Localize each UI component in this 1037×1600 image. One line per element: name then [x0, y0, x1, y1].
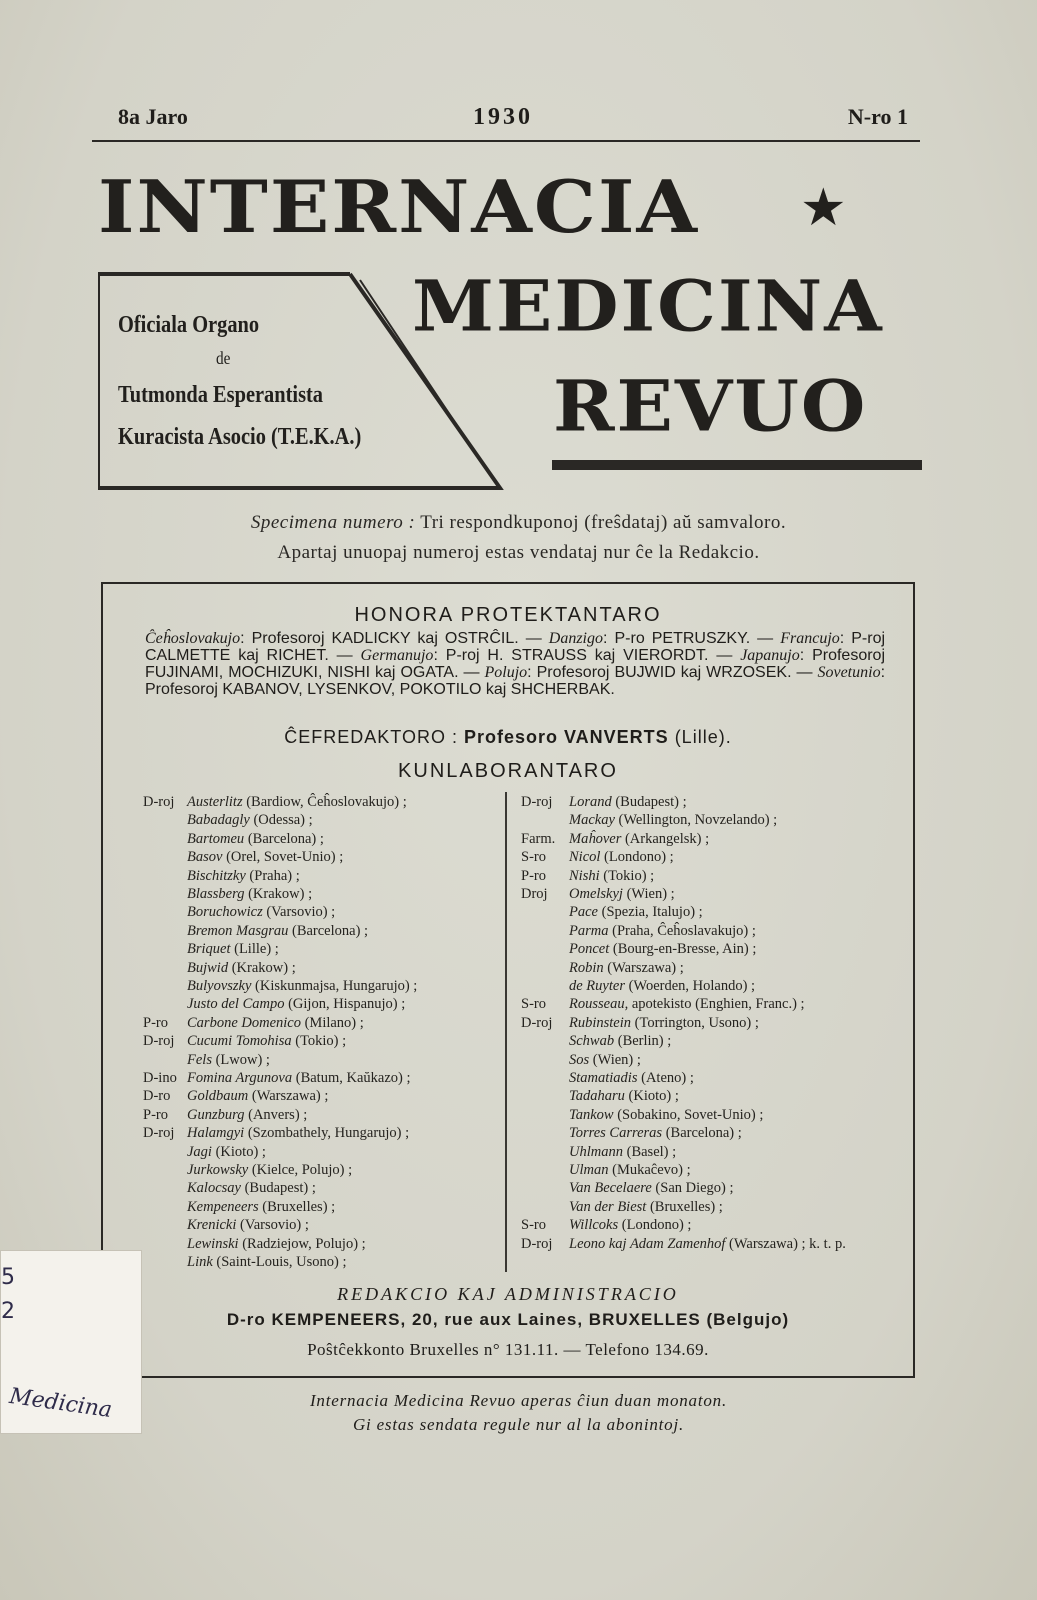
collaborator-entry — [521, 794, 687, 811]
collaborator-name: Bartomeu — [187, 830, 245, 847]
honora-separator: : — [603, 630, 615, 647]
collaborator-name: Briquet — [187, 941, 231, 958]
collaborator-name: Basov — [187, 849, 223, 866]
honora-country: Sovetunio — [817, 664, 881, 681]
masthead-revuo: REVUO — [553, 366, 868, 448]
specimen-note — [0, 512, 1037, 534]
collaborator-location: (Kielce, Polujo) ; — [251, 1162, 353, 1178]
collaborator-title: D-roj — [521, 1235, 553, 1252]
honora-names: Profesoroj BUJWID kaj WRZOSEK. — — [536, 664, 818, 681]
collaborator-entry — [143, 923, 368, 940]
collaborator-name: Lorand — [569, 794, 612, 810]
collaborator-location: (Bruxelles) ; — [262, 1198, 336, 1215]
collaborator-entry — [143, 1070, 411, 1087]
collaborator-name: Rubinstein — [569, 1014, 632, 1031]
redakcio-account: Poŝtĉekkonto Bruxelles n° 131.11. — Telefono 134.69. — [307, 1340, 709, 1359]
redakcio-title: REDAKCIO KAJ ADMINISTRACIO — [337, 1284, 679, 1304]
collaborator-location: (Praha, Ĉeĥoslavakujo) ; — [612, 922, 756, 939]
collaborator-name: Ulman — [569, 1162, 609, 1178]
honora-names: P-ro PETRUSZKY. — — [614, 630, 781, 647]
collaborator-entry — [521, 1144, 676, 1161]
collaborator-name: Torres Carreras — [569, 1125, 663, 1142]
collaborator-name: Stamatiadis — [569, 1070, 638, 1086]
collaborator-location: (Barcelona) ; — [247, 830, 324, 847]
masthead-rule — [552, 460, 922, 470]
collaborator-entry — [521, 941, 756, 958]
collaborator-name: Blassberg — [187, 886, 245, 902]
honora-separator: : — [799, 647, 813, 664]
collaborator-name: Mackay — [569, 812, 615, 829]
collaborator-location: (Gijon, Hispanujo) ; — [288, 996, 406, 1013]
collaborator-name: Bujwid — [187, 959, 229, 976]
collaborator-name: Gunzburg — [187, 1106, 245, 1123]
masthead-medicina: MEDICINA — [412, 266, 884, 348]
honora-country: Polujo — [484, 664, 528, 681]
collaborator-name: Halamgyi — [187, 1125, 245, 1142]
collaborator-entry — [521, 886, 675, 903]
collaborator-location: (Mukaĉevo) ; — [612, 1162, 691, 1178]
honora-country: Ĉeĥoslovakujo — [145, 630, 241, 647]
collaborator-entry — [143, 1199, 335, 1216]
collaborator-entry — [143, 1033, 346, 1050]
collaborator-entry — [143, 1217, 309, 1234]
collaborator-name: Uhlmann — [569, 1143, 623, 1160]
collaborator-name: Bremon Masgrau — [187, 922, 289, 939]
honora-separator: : — [839, 630, 852, 647]
collaborator-title: P-ro — [143, 1106, 168, 1123]
collaborator-entry — [143, 996, 405, 1013]
collaborator-location: (Warszawa) ; k. t. p. — [729, 1235, 846, 1252]
collaborator-name: Poncet — [569, 941, 610, 958]
collaborator-entry — [143, 1088, 328, 1105]
collaborator-name: Van Becelaere — [569, 1180, 652, 1197]
collaborator-location: (Kioto) ; — [215, 1143, 266, 1160]
collaborator-name: Sos — [569, 1051, 590, 1068]
collaborator-name: Nicol — [569, 849, 601, 866]
collaborator-location: (Lille) ; — [234, 941, 279, 958]
collaborator-title: P-ro — [143, 1014, 168, 1031]
collaborator-title: D-roj — [143, 1033, 175, 1050]
honora-country: Japanujo — [740, 647, 800, 664]
collaborator-location: (Budapest) ; — [244, 1180, 316, 1197]
collaborator-name: Cucumi Tomohisa — [187, 1033, 292, 1050]
collaborator-location: (Wellington, Novzelando) ; — [618, 812, 778, 829]
chief-editor-city: (Lille). — [668, 727, 732, 747]
collaborator-location: (Milano) ; — [304, 1014, 364, 1031]
collaborator-name: Tankow — [569, 1106, 614, 1123]
collaborator-entry — [143, 904, 335, 921]
collaborator-name: Jurkowsky — [187, 1162, 249, 1178]
collaborator-location: (San Diego) ; — [655, 1180, 734, 1197]
collaborator-title: D-roj — [143, 794, 175, 810]
collaborator-name: Babadagly — [187, 812, 250, 829]
collaborator-entry — [143, 1125, 409, 1142]
collaborator-location: (Tokio) ; — [603, 867, 655, 884]
collaborator-entry — [521, 1162, 691, 1179]
year-label: 1930 — [473, 104, 533, 130]
collaborator-location: (Londono) ; — [604, 849, 674, 866]
organ-line-4: Kuracista Asocio (T.E.K.A.) — [118, 424, 362, 450]
collaborator-location: apotekisto (Enghien, Franc.) ; — [631, 996, 805, 1013]
collaborator-title: S-ro — [521, 1217, 546, 1234]
collaborator-name: Goldbaum — [187, 1088, 249, 1105]
collaborator-name: Pace — [569, 904, 598, 921]
collaborator-name: Schwab — [569, 1033, 615, 1050]
collaborator-location: (Odessa) ; — [253, 812, 313, 829]
collaborator-location: (Wien) ; — [626, 886, 675, 902]
library-label — [0, 1250, 142, 1434]
collaborator-name: Bischitzky — [187, 867, 246, 884]
collaborator-name: Kalocsay — [187, 1180, 241, 1197]
collaborator-name: Bulyovszky — [187, 978, 252, 994]
collaborator-name: Parma — [569, 922, 609, 939]
collaborator-location: (Londono) ; — [621, 1217, 692, 1234]
collaborator-location: (Szombathely, Hungarujo) ; — [247, 1125, 410, 1142]
collaborator-entry — [521, 1088, 679, 1105]
collaborator-title: D-roj — [143, 1125, 175, 1142]
collaborator-name: Kempeneers — [187, 1198, 259, 1215]
collaborator-name: Justo del Campo — [187, 996, 285, 1013]
footer-line-1: Internacia Medicina Revuo aperas ĉiun duan monaton. — [309, 1391, 728, 1410]
honora-names: Profesoroj KABANOV, LYSENKOV, POKOTILO kaj SHCHERBAK. — [145, 681, 615, 698]
organ-line-3: Tutmonda Esperantista — [118, 382, 323, 408]
collaborator-entry — [143, 978, 417, 995]
collaborator-entry — [143, 1052, 270, 1069]
collaborator-location: (Woerden, Holando) ; — [628, 978, 756, 994]
collaborator-entry — [143, 960, 296, 977]
collaborator-entry — [143, 1254, 347, 1271]
collaborator-entry — [521, 996, 805, 1013]
collaborator-name: Austerlitz — [187, 794, 243, 810]
sales-note: Apartaj unuopaj numeroj estas vendataj nur ĉe la Redakcio. — [277, 542, 760, 563]
collaborator-location: (Wien) ; — [592, 1051, 641, 1068]
collaborator-entry — [521, 1199, 723, 1216]
collaborator-name: Fels — [187, 1051, 212, 1068]
collaborator-location: (Bourg-en-Bresse, Ain) ; — [612, 941, 757, 958]
redakcio-address: D-ro KEMPENEERS, 20, rue aux Laines, BRUXELLES (Belgujo) — [226, 1310, 790, 1329]
masthead-internacia: INTERNACIA — [98, 166, 700, 250]
collaborator-name: Jagi — [187, 1143, 212, 1160]
collaborator-name: Robin — [569, 959, 604, 976]
chief-editor-name: Profesoro VANVERTS — [463, 727, 669, 747]
collaborator-name: Lewinski — [187, 1235, 239, 1252]
collaborator-entry — [521, 904, 703, 921]
collaborator-title: D-roj — [521, 794, 553, 810]
collaborator-entry — [143, 831, 324, 848]
collaborator-location: (Arkangelsk) ; — [624, 830, 710, 847]
collaborator-entry — [521, 978, 755, 995]
handwritten-note: Medicina — [7, 1383, 114, 1424]
collaborator-location: (Warszawa) ; — [607, 959, 684, 976]
collaborator-title: Farm. — [521, 830, 556, 847]
collaborator-title: D-ro — [143, 1088, 171, 1105]
honora-country: Germanujo — [360, 647, 434, 664]
collaborator-entry — [143, 849, 343, 866]
organ-line-2: de — [216, 348, 231, 368]
collaborator-location: (Spezia, Italujo) ; — [601, 904, 703, 921]
collaborator-title: D-roj — [521, 1014, 553, 1031]
collaborator-name: Nishi — [569, 867, 600, 884]
collaborator-location: (Saint-Louis, Usono) ; — [216, 1254, 347, 1270]
collaborator-entry — [143, 1236, 366, 1253]
kunlaborantaro-title: KUNLABORANTARO — [398, 760, 618, 782]
collaborator-location: (Basel) ; — [626, 1143, 677, 1160]
volume-label: 8a Jaro — [118, 104, 188, 129]
collaborator-entry — [521, 1015, 759, 1032]
collaborator-location: (Krakow) ; — [231, 959, 296, 976]
collaborator-location: (Batum, Kaŭkazo) ; — [295, 1070, 411, 1086]
collaborator-entry — [521, 1217, 691, 1234]
collaborator-entry — [143, 794, 407, 811]
collaborator-entry — [521, 849, 674, 866]
collaborator-entry — [143, 1015, 364, 1032]
collaborator-location: (Bardiow, Ĉeĥoslovakujo) ; — [246, 794, 407, 810]
collaborator-entry — [521, 812, 777, 829]
honora-separator: : — [527, 664, 537, 681]
collaborator-entry — [143, 1107, 307, 1124]
collaborator-name: Boruchowicz — [187, 904, 263, 921]
official-organ-box — [98, 270, 508, 495]
honora-separator: : — [433, 647, 446, 664]
collaborator-entry — [143, 886, 312, 903]
collaborator-name: Maĥover — [569, 830, 622, 847]
collaborator-name: Leono kaj Adam Zamenhof — [569, 1235, 726, 1252]
collaborator-location: (Tokio) ; — [295, 1033, 347, 1050]
collaborator-entry — [521, 923, 756, 940]
collaborator-location: (Warszawa) ; — [251, 1088, 329, 1105]
collaborator-location: (Praha) ; — [249, 867, 300, 884]
collaborator-location: (Kioto) ; — [628, 1088, 679, 1105]
honora-separator: : — [240, 630, 252, 647]
honora-separator: : — [880, 664, 886, 681]
collaborator-location: (Budapest) ; — [615, 794, 687, 810]
collaborator-name: Link — [187, 1254, 213, 1270]
chief-editor-label: ĈEFREDAKTORO : — [284, 727, 464, 747]
collaborator-name: Rousseau, — [569, 996, 629, 1013]
collaborator-name: Tadaharu — [569, 1088, 625, 1105]
collaborator-entry — [521, 1236, 846, 1253]
collaborator-title: Droj — [521, 886, 548, 902]
header-rule — [92, 140, 920, 142]
library-number-2: 2 — [1, 1299, 15, 1324]
collaborator-location: (Krakow) ; — [248, 886, 313, 902]
collaborator-entry — [143, 941, 279, 958]
collaborator-entry — [521, 1033, 671, 1050]
collaborator-title: D-ino — [143, 1070, 177, 1086]
collaborator-location: (Orel, Sovet-Unio) ; — [226, 849, 344, 866]
honora-names: Profesoroj FUJINAMI, MOCHIZUKI, NISHI kaj OGATA. — — [145, 647, 885, 681]
collaborator-location: (Lwow) ; — [215, 1051, 270, 1068]
honora-list — [145, 630, 885, 698]
collaborator-entry — [521, 1125, 742, 1142]
collaborator-name: Carbone Domenico — [187, 1014, 301, 1031]
collaborator-entry — [521, 1107, 763, 1124]
collaborator-title: S-ro — [521, 849, 546, 866]
chief-editor — [103, 727, 913, 748]
collaborator-location: (Barcelona) ; — [665, 1125, 742, 1142]
issue-label: N-ro 1 — [847, 104, 908, 129]
collaborator-name: de Ruyter — [569, 978, 625, 994]
honora-title: HONORA PROTEKTANTARO — [354, 604, 662, 626]
honora-names: P-roj H. STRAUSS kaj VIERORDT. — — [445, 647, 741, 664]
collaborator-entry — [521, 1180, 734, 1197]
collaborator-entry — [143, 1162, 352, 1179]
honora-country: Francujo — [780, 630, 840, 647]
collaborator-name: Omelskyj — [569, 886, 623, 902]
collaborator-location: (Sobakino, Sovet-Unio) ; — [617, 1106, 764, 1123]
collaborator-location: (Varsovio) ; — [240, 1217, 309, 1234]
contents-box — [101, 582, 915, 1378]
collaborator-name: Willcoks — [569, 1217, 619, 1234]
column-divider — [505, 792, 507, 1272]
collaborator-location: (Berlin) ; — [617, 1033, 672, 1050]
collaborator-entry — [521, 1052, 641, 1069]
collaborator-entry — [521, 1070, 694, 1087]
collaborator-title: S-ro — [521, 996, 546, 1013]
collaborator-location: (Bruxelles) ; — [649, 1198, 723, 1215]
specimen-label: Specimena numero : — [250, 512, 416, 533]
collaborator-location: (Kiskunmajsa, Hungarujo) ; — [255, 978, 418, 994]
collaborator-name: Krenicki — [187, 1217, 237, 1234]
collaborator-entry — [521, 868, 654, 885]
library-number-1: 5 — [1, 1265, 15, 1290]
honora-country: Danzigo — [548, 630, 603, 647]
collaborator-location: (Varsovio) ; — [266, 904, 336, 921]
collaborator-name: Fomina Argunova — [187, 1070, 293, 1086]
collaborator-location: (Torrington, Usono) ; — [634, 1014, 759, 1031]
footer-line-2: Gi estas sendata regule nur al la abonintoj. — [352, 1415, 685, 1434]
collaborator-location: (Barcelona) ; — [291, 922, 369, 939]
collaborator-entry — [143, 868, 300, 885]
header-line — [108, 104, 918, 134]
collaborator-name: Van der Biest — [569, 1198, 647, 1215]
collaborator-location: (Radziejow, Polujo) ; — [242, 1235, 366, 1252]
collaborator-location: (Ateno) ; — [641, 1070, 694, 1086]
collaborator-entry — [521, 960, 684, 977]
collaborator-entry — [521, 831, 709, 848]
star-icon: ★ — [800, 180, 847, 237]
collaborator-title: P-ro — [521, 867, 546, 884]
collaborator-entry — [143, 1144, 266, 1161]
library-number — [1, 1261, 15, 1329]
honora-names: Profesoroj KADLICKY kaj OSTRĈIL. — — [251, 630, 549, 647]
honora-names: P-roj CALMETTE kaj RICHET. — — [145, 630, 886, 664]
collaborator-entry — [143, 1180, 316, 1197]
collaborator-location: (Anvers) ; — [248, 1106, 308, 1123]
organ-line-1: Oficiala Organo — [118, 312, 260, 338]
collaborator-entry — [143, 812, 313, 829]
specimen-price: Tri respondkuponoj (freŝdataj) aŭ samvaloro. — [415, 512, 787, 533]
